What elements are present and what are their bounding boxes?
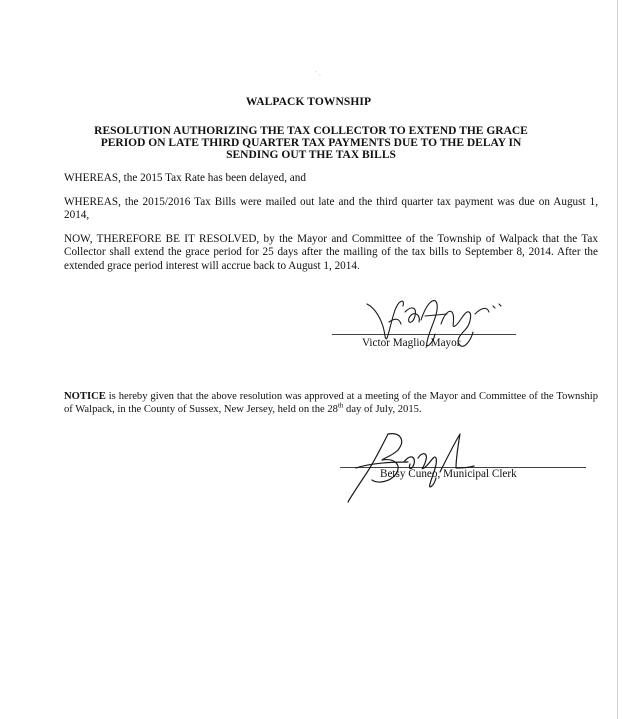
township-heading: WALPACK TOWNSHIP: [245, 96, 372, 108]
scan-speck: ˙·: [314, 71, 322, 81]
notice-label: NOTICE: [64, 391, 106, 402]
scan-edge: [617, 0, 618, 719]
notice-paragraph: [64, 390, 598, 416]
whereas-paragraph-2: WHEREAS, the 2015/2016 Tax Bills were mailed out late and the third quarter tax payment was due on August 1, 2014,: [64, 196, 598, 222]
whereas-paragraph-1: WHEREAS, the 2015 Tax Rate has been delayed, and: [64, 172, 306, 184]
mayor-name-title: Victor Maglio, Mayor: [362, 337, 461, 349]
resolved-paragraph: NOW, THEREFORE BE IT RESOLVED, by the Mayor and Committee of the Township of Walpack that the Tax Collector shall extend the grace period for 25 days after the mailing of the tax bills to September 8, 2014. After the extended grace period interest will accrue back to August 1, 2014.: [64, 233, 598, 272]
notice-text: is hereby given that the above resolution was approved at a meeting of the Mayor and Committee of the Township of Walpack, in the County of Sussex, New Jersey, held on the 28: [64, 391, 598, 415]
resolution-title: RESOLUTION AUTHORIZING THE TAX COLLECTOR TO EXTEND THE GRACE PERIOD ON LATE THIRD QUARTER TAX PAYMENTS DUE TO THE DELAY IN SENDING OUT THE TAX BILLS: [94, 125, 528, 161]
clerk-name-title: Betsy Cuneo, Municipal Clerk: [380, 468, 517, 480]
notice-text-end: day of July, 2015.: [343, 404, 422, 415]
notice-day-suffix: th: [337, 401, 344, 410]
